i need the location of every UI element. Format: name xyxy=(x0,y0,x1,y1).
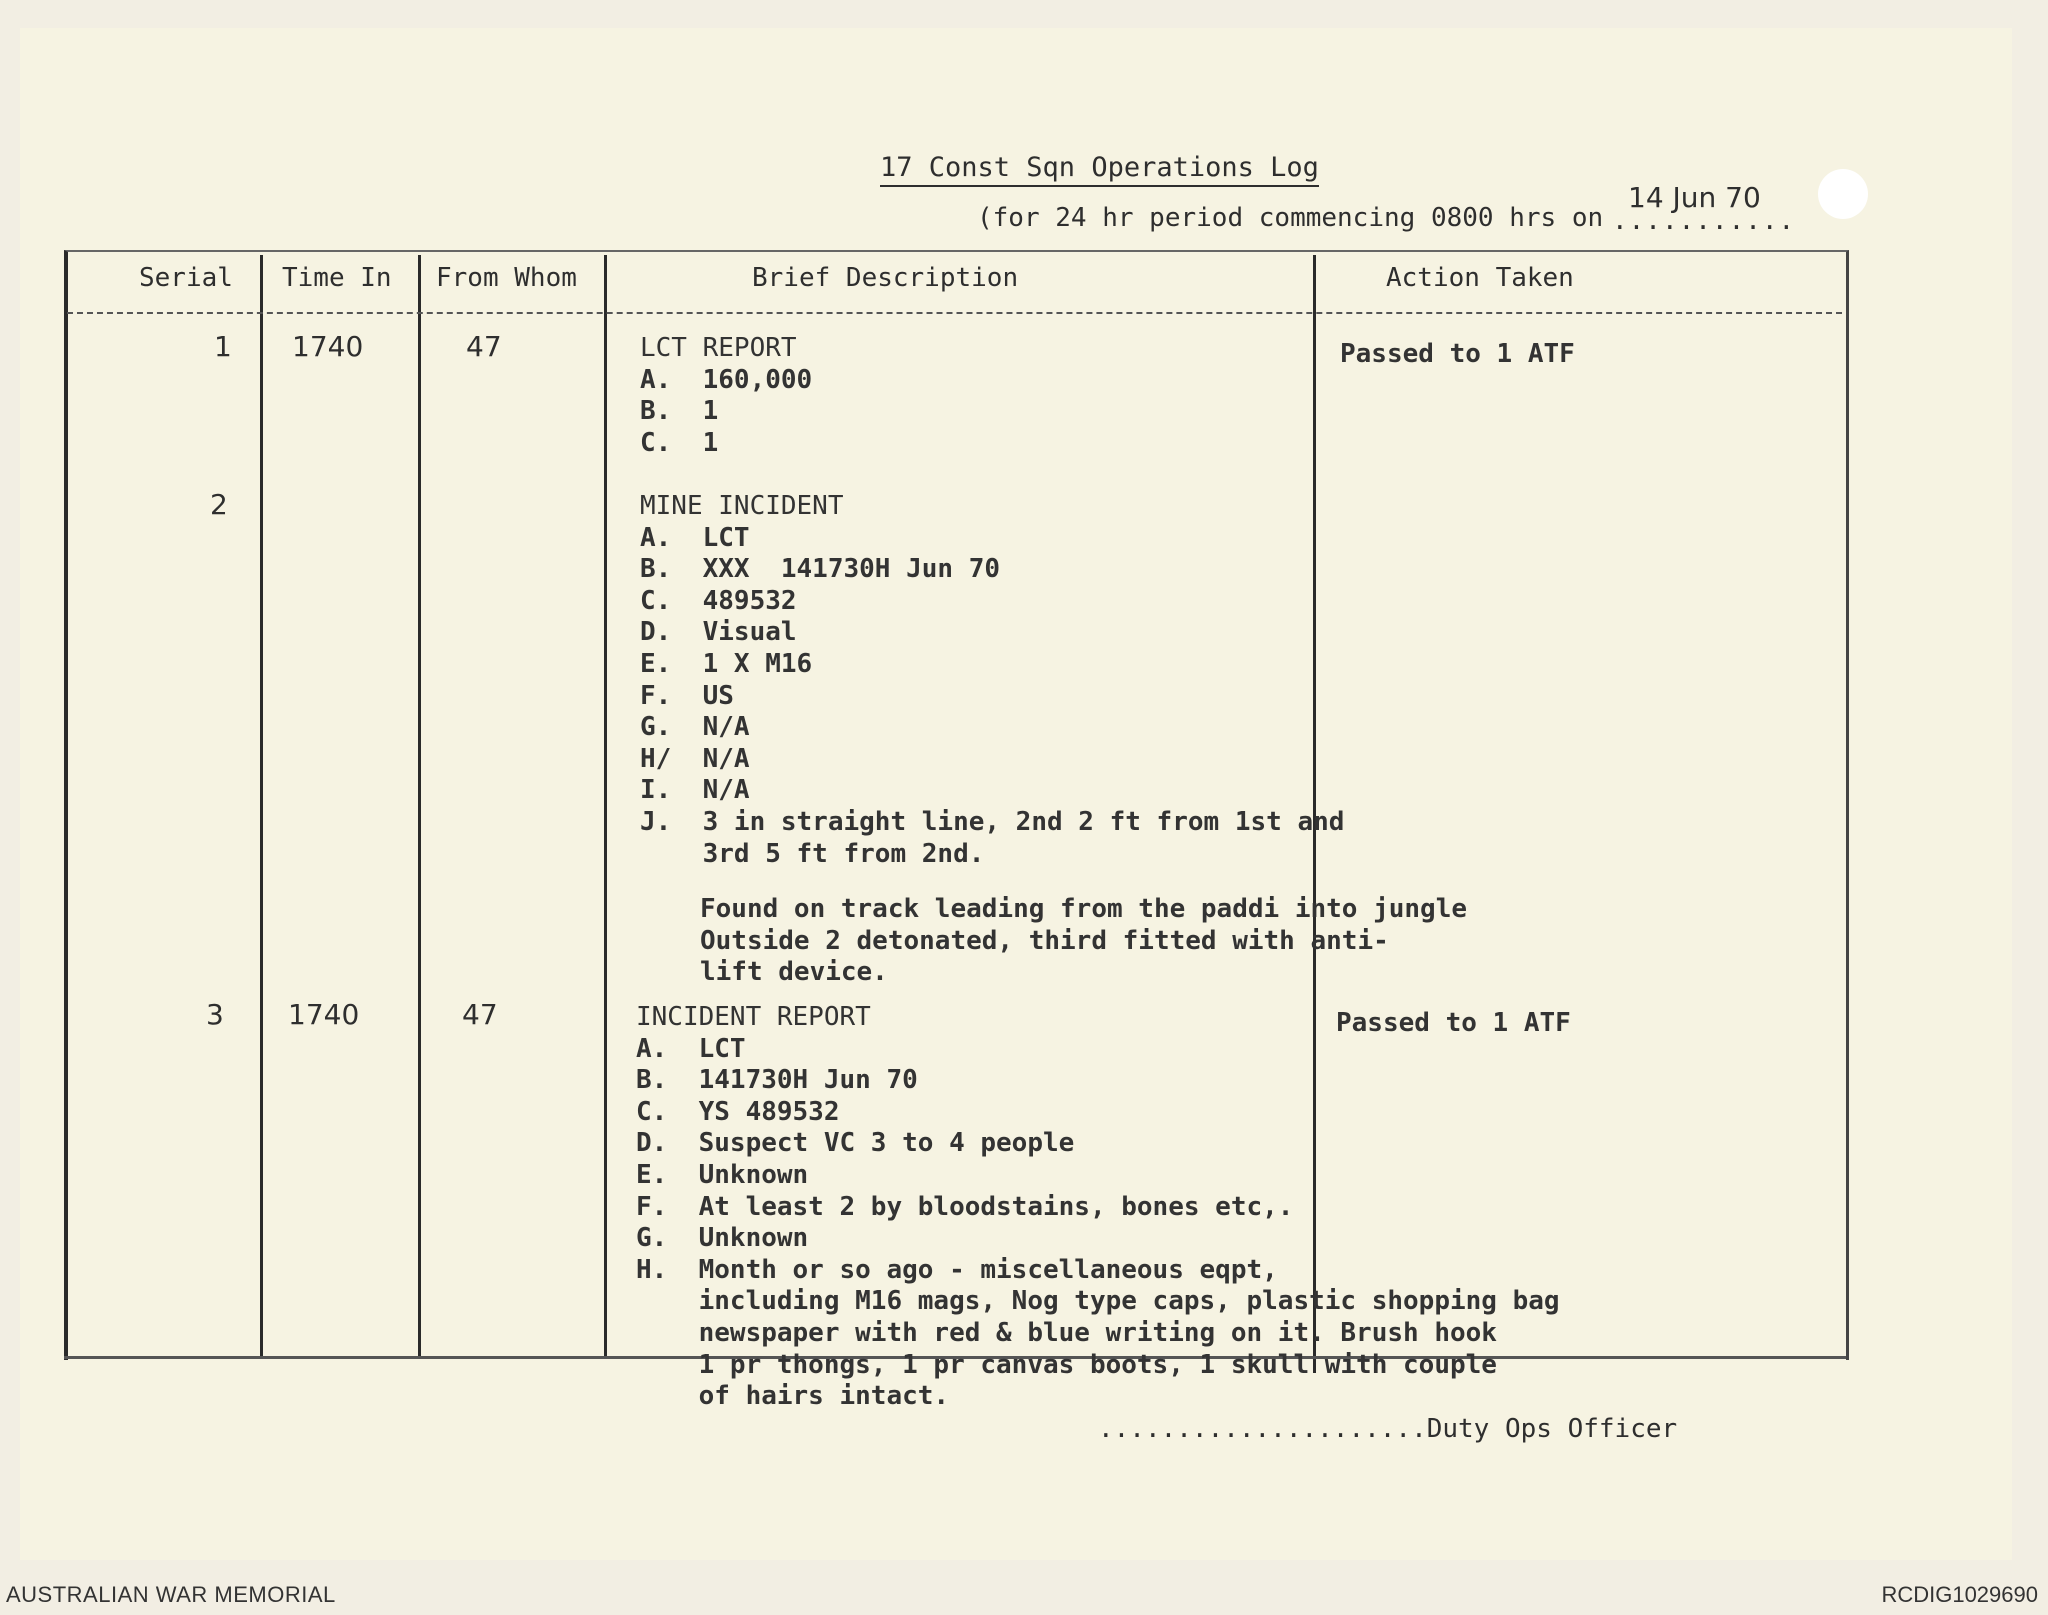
entry-notes xyxy=(700,894,1467,989)
entry-line: H. Month or so ago - miscellaneous eqpt, xyxy=(636,1254,1278,1285)
entry-line: 1 pr thongs, 1 pr canvas boots, 1 skull with couple xyxy=(636,1349,1497,1380)
log-date: 14 Jun 70 xyxy=(1628,181,1761,214)
entry-heading: MINE INCIDENT xyxy=(640,491,844,521)
entry-line: D. Visual xyxy=(640,617,797,648)
entry-note-line: Found on track leading from the paddi into jungle xyxy=(700,894,1468,924)
entry-line: C. 1 xyxy=(640,427,719,458)
duty-ops-officer-signature: .....................Duty Ops Officer xyxy=(1098,1414,1678,1444)
entry-serial: 3 xyxy=(206,998,224,1031)
entry-from-whom: 47 xyxy=(466,330,502,363)
entry-line: B. XXX 141730H Jun 70 xyxy=(640,554,1001,585)
period-label: (for 24 hr period commencing 0800 hrs on xyxy=(977,203,1604,233)
header-serial: Serial xyxy=(139,263,233,293)
header-from-whom: From Whom xyxy=(436,263,577,293)
entry-time-in: 1740 xyxy=(292,330,364,363)
entry-line: A. LCT xyxy=(636,1033,746,1064)
source-credit: AUSTRALIAN WAR MEMORIAL xyxy=(6,1582,336,1607)
entry-from-whom: 47 xyxy=(462,998,498,1031)
entry-serial: 1 xyxy=(214,330,232,363)
entry-line: C. 489532 xyxy=(640,585,797,616)
entry-line: J. 3 in straight line, 2nd 2 ft from 1st and xyxy=(640,806,1345,837)
entry-line: B. 1 xyxy=(640,396,719,427)
column-divider xyxy=(260,255,263,1357)
entry-line: G. Unknown xyxy=(636,1223,809,1254)
entry-line: 3rd 5 ft from 2nd. xyxy=(640,838,985,869)
entry-line: D. Suspect VC 3 to 4 people xyxy=(636,1128,1075,1159)
punch-hole xyxy=(1818,169,1868,219)
header-time-in: Time In xyxy=(282,263,392,293)
entry-line: newspaper with red & blue writing on it. Brush hook xyxy=(636,1317,1497,1348)
entry-line: C. YS 489532 xyxy=(636,1096,840,1127)
column-divider xyxy=(604,255,607,1357)
period-text xyxy=(977,203,1603,233)
document-id: RCDIG1029690 xyxy=(1881,1582,2038,1607)
entry-heading: LCT REPORT xyxy=(640,333,797,363)
entry-line: I. N/A xyxy=(640,775,750,806)
entry-note-line: lift device. xyxy=(700,957,888,988)
header-brief-description: Brief Description xyxy=(752,263,1019,293)
entry-note-line: Outside 2 detonated, third fitted with anti- xyxy=(700,925,1389,956)
entry-line: G. N/A xyxy=(640,712,750,743)
column-divider xyxy=(418,255,421,1357)
entry-line: F. At least 2 by bloodstains, bones etc,. xyxy=(636,1191,1294,1222)
entry-description xyxy=(640,333,812,459)
entry-time-in: 1740 xyxy=(288,998,360,1031)
document-title: 17 Const Sqn Operations Log xyxy=(880,152,1319,187)
entry-line: including M16 mags, Nog type caps, plastic shopping bag xyxy=(636,1286,1560,1317)
entry-line: B. 141730H Jun 70 xyxy=(636,1065,918,1096)
entry-description xyxy=(640,491,1344,870)
date-dots: ........... xyxy=(1612,206,1796,236)
entry-serial: 2 xyxy=(210,488,228,521)
entry-line: A. 160,000 xyxy=(640,364,813,395)
entry-heading: INCIDENT REPORT xyxy=(636,1002,871,1032)
entry-description xyxy=(636,1002,1560,1413)
entry-line: of hairs intact. xyxy=(636,1381,950,1412)
header-action-taken: Action Taken xyxy=(1386,263,1574,293)
entry-line: E. 1 X M16 xyxy=(640,648,813,679)
entry-line: A. LCT xyxy=(640,522,750,553)
entry-line: H/ N/A xyxy=(640,743,750,774)
entry-line: F. US xyxy=(640,680,734,711)
header-divider xyxy=(67,312,1842,314)
entry-action: Passed to 1 ATF xyxy=(1336,1008,1571,1038)
entry-action: Passed to 1 ATF xyxy=(1340,339,1575,369)
entry-line: E. Unknown xyxy=(636,1159,809,1190)
